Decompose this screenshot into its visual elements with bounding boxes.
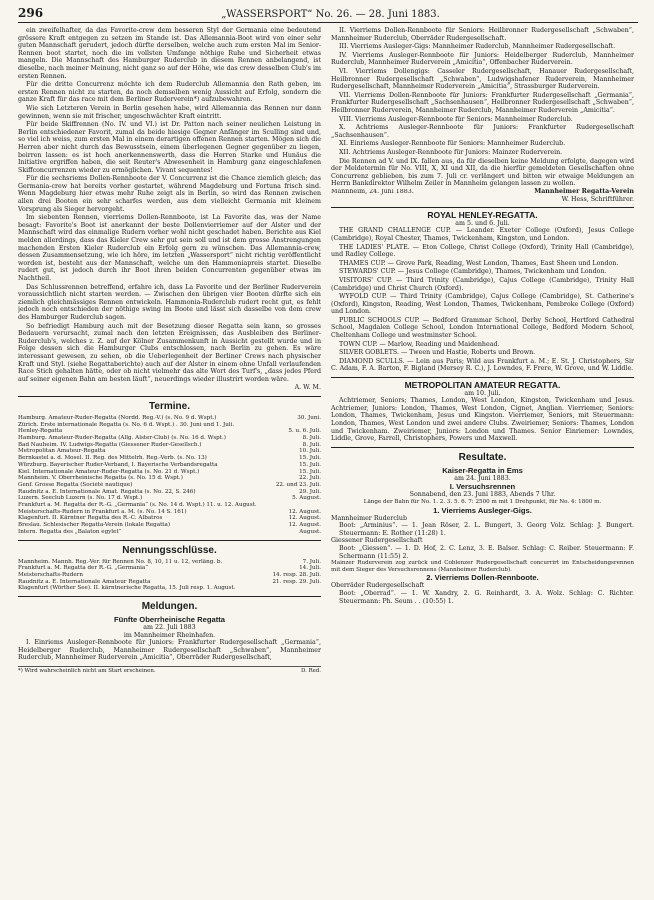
termin-row-text: Genf. Grosse Regatta (Société nautique)	[18, 481, 133, 488]
meldungen-item: I. Einriems Ausleger-Rennboote für Juniors: Frankfurter Rudergesellschaft „Germania“, Heidelberger Ruderclub, Mannheimer Rudergesellschaft „Schwaben“, Mannheimer Ruderclub, Mannheimer Ruderverein „Amicitia“, Oberräder Rudergesellschaft,	[18, 639, 321, 662]
footnote	[18, 666, 321, 676]
termin-row-date	[317, 502, 321, 509]
termin-row	[18, 435, 321, 442]
metro-text: Achtriemer, Seniors; Thames, London, West London, Kingston, Twickenham und Jesus. Achtriemer, Juniors: London, Thames, West London, Cignet, Anglian. Vierriemer, Seniors: London, Thames, Twickenham, Jesus und Kingston. Vierriemer, Seniors, mit Steuermann: London, Thames, West London und zwei andere Clubs. Zweiriemer, Seniors: Thames, London und Twickenham. Zweiriemer, Juniors: London und Thames. Senior Einriemer: Lowndes, Liddle, Grove, Farrell, Christophers, Powers und Maxwell.	[331, 397, 634, 443]
termin-row-date: 5. u. 6. Juli.	[288, 428, 321, 435]
right-column	[331, 27, 634, 895]
termin-row-text: Meisterschafts-Rudern in Frankfurt a. M. (s. No. 14 S. 161)	[18, 508, 187, 515]
article-body	[18, 27, 321, 383]
race-entry: X. Achtriems Ausleger-Rennboote für Juniors: Frankfurter Rudergesellschaft „Sachsenhausen“.	[331, 124, 634, 139]
race-entry: IV. Vierriems Ausleger-Rennboote für Juniors: Heidelberger Ruderclub, Mannheimer Ruderclub, Mannheimer Ruderverein „Amicitia“, Offenbacher Ruderverein.	[331, 51, 634, 67]
termine-list	[18, 415, 321, 536]
race-note: Mainzer Ruderverein zog zurück und Coblenzer Rudergesellschaft concurrirt im Entscheidungsrennen mit dem Sieger des Versuchsrennens (Mannheimer Ruderclub).	[331, 560, 634, 573]
page-header-title: „WASSERSPORT“ No. 26. — 28. Juni 1883.	[221, 9, 440, 20]
termin-row	[18, 522, 321, 529]
termin-row	[18, 469, 321, 476]
henley-entry: TOWN CUP. — Marlow, Reading und Maidenhead.	[339, 340, 500, 348]
termin-row-text: Klagenfurt. II. Kärntner Regatta des R.-C. Albatros	[18, 515, 163, 522]
termin-row-text: Breslau. Schlesischer Regatta-Verein (lokale Regatta)	[18, 522, 171, 529]
article-paragraph: Für die sechsriems Dollen-Rennboote der V. Concurrenz ist die Chance ziemlich gleich; das Germania-crew hat bereits vorher gestartet, während Magdeburg und Fortuna frisch sind. Wenn Magdeburg hier etwas mehr Ruhe zeigt als in Berlin, so wird das Rennen zwischen allen drei Booten ein sehr scharfes werden, aus dem vielleicht Germania mit kleinem Vorsprung als Sieger hervorgeht.	[18, 175, 321, 213]
divider	[331, 207, 634, 208]
termin-row	[18, 515, 321, 522]
termin-row-date: 15. Juli.	[299, 455, 321, 462]
race-boat: Boot: „Oberrad“. — 1. W. Xandry, 2. G. Reinhardt, 3. A. Wolz. Schlag: C. Richter. Steuermann: Ph. Seum . . (10:55) 1.	[339, 589, 634, 605]
termin-row-text: Bernkastel a. d. Mosel. II. Reg. des Mittelrh. Reg.-Verb. (s. No. 13)	[18, 455, 207, 462]
race-entry: III. Vierriems Ausleger-Gigs: Mannheimer Ruderclub, Mannheimer Rudergesellschaft.	[339, 43, 616, 51]
henley-entry: PUBLIC SCHOOLS CUP. — Bedford Grammar School, Derby School, Hertford Cathedral School, Magdalen College School, London International College, Bedford Modern School, Cheltenham College und westminster School.	[331, 316, 634, 340]
results-subheading: Kaiser-Regatta in Ems	[442, 465, 523, 475]
termin-row	[18, 415, 321, 422]
nennung-row-date: 14. Juli.	[299, 565, 321, 572]
termin-row-date: 12. August.	[288, 515, 321, 522]
termin-row	[18, 428, 321, 435]
place-date: Mannheim, 24. Juni 1883.	[331, 188, 414, 195]
nennung-row-date: 7. Juli.	[302, 558, 321, 565]
termin-row-text: Raudnitz a. E. Internationale Amat. Regatta (s. No. 22, S. 246)	[18, 488, 196, 495]
nennung-row-text: Klagenfurt (Wörther See). II. kärntnerische Regatta, 15. Juli resp. 1. August.	[18, 585, 236, 592]
termin-row-date: 10. Juli.	[299, 448, 321, 455]
termin-row-date: 22. Juli.	[299, 475, 321, 482]
termin-row	[18, 509, 321, 516]
termin-row-date: 8. Juli.	[302, 441, 321, 448]
termin-row-date	[317, 422, 321, 429]
race-entry: VII. Vierriems Dollen-Rennboote für Juniors: Frankfurter Rudergesellschaft „Germania“, Frankfurter Rudergesellschaft „Sachsenhausen“, Heilbronner Rudergesellschaft „Schwaben“, Heilbronner Ruderverein, Mannheimer Ruderclub, Mannheimer Ruderverein „Amicitia“.	[331, 91, 634, 114]
henley-entry: VISITORS' CUP. — Third Trinity (Cambridge), Cajus College (Cambridge), Trinity Hall (Cambridge) und Christ Church (Oxford).	[331, 276, 634, 292]
nennung-row-date: 14. resp. 28. Juli.	[272, 571, 321, 578]
page-number: 296	[18, 6, 44, 20]
nennung-list	[18, 559, 321, 593]
article-signature: A. W. M.	[294, 384, 321, 392]
article-paragraph: Das Schlussrennen betreffend, erfahre ich, dass La Favorite und der Berliner Ruderverein voraussichtlich nicht starten werden. — Zwischen den übrigen vier Booten dürfte sich ein ziemlich gleichmässiges Rennen entwickeln. Hammonia-Ruderclub rudert recht gut, es fehlt jedoch noch entschieden der nöthige swing im Boote und lässt sich dasselbe von dem crew des Hamburger Ruderclub sagen.	[18, 283, 321, 321]
termin-row	[18, 442, 321, 449]
termin-row-text: Zürich. Erste internationale Regatta (s. No. 6 d. Wspt.) . 30. Juni und 1. Juli.	[18, 421, 235, 428]
race-boat: Boot: „Arminius“. — 1. Jean Röser, 2. L. Bungert, 3. Georg Volz. Schlag: J. Bungert. Steuermann: E. Rother (11:28) 1.	[339, 522, 634, 537]
article-paragraph: Für beide Skiffrennen (No. IV. und VI.) ist Dr. Patton nach seiner neulichen Leistung in Berlin entschiedener Favorit, zumal da beide hiesige Gegner Anfänger im Sculling sind und, so viel ich weiss, zum ersten Mal in einem derartigen offenen Rennen starten. Mögen sich die Herren aber nicht durch das Bewusstsein, einem überlegenen Gegner gegenüber zu liegen, beirren lassen: es ist hoch anerkennenswerth, dass die Herren Starke und Hunäus die Initiative ergriffen haben, die seit Reuter's Abwesenheit in Hamburg ganz eingeschlafenen Skiffconcurrenzen wieder zu ermöglichen. Vivant sequentes!	[18, 121, 321, 174]
termin-row-text: Intern. Regatta des „Balaton egylet“	[18, 528, 122, 535]
termin-row-date: 12. August.	[288, 522, 321, 529]
henley-entry: SILVER GOBLETS. — Tween und Hastie, Roberts und Brown.	[339, 349, 536, 357]
organisation-person: W. Hess, Schriftführer.	[561, 195, 634, 203]
article-paragraph: Wie sich Letzteren Verein in Berlin gesehen habe, wird Allemannia das Rennen nur dann gewinnen, wenn sie mit frischer, ungeschwächter Kraft eintritt.	[18, 104, 321, 120]
results-section: I. Versuchsrennen	[449, 482, 516, 492]
results-time: Sonnabend, den 23. Juni 1883, Abends 7 Uhr.	[409, 491, 556, 499]
termin-row-text: Hamburg. Amateur-Ruder-Regatta (Allg. Alster-Club) (s. No. 16 d. Wspt.)	[18, 435, 226, 442]
signature-row	[331, 189, 634, 196]
henley-date: am 5. und 6. Juli.	[455, 219, 510, 227]
divider	[18, 596, 321, 597]
race-title: 1. Vierriems Ausleger-Gigs.	[433, 505, 532, 515]
divider	[331, 447, 634, 448]
race-entry: XII. Achtriems Ausleger-Rennboote für Juniors: Mainzer Ruderverein.	[339, 148, 563, 156]
termin-row	[18, 455, 321, 462]
termin-row-text: Mannheim. V. Oberrheinische Regatta (s. No. 15 d. Wspt.)	[18, 475, 183, 482]
termin-row-text: Henley-Regatta	[18, 428, 63, 435]
results-date: am 24. Juni 1883.	[454, 474, 511, 482]
columns	[18, 27, 638, 895]
termin-row	[18, 495, 321, 502]
page-header	[18, 6, 638, 23]
termin-row	[18, 462, 321, 469]
metro-date: am 10. Juli.	[464, 389, 501, 397]
henley-heading: ROYAL HENLEY-REGATTA.	[427, 210, 538, 221]
meldungen-place: im Mannheimer Rheinhafen.	[123, 631, 216, 639]
race-entry: VIII. Vierriems Ausleger-Rennboote für Seniors: Mannheimer Ruderclub.	[339, 115, 573, 123]
nennung-row-date	[317, 585, 321, 592]
termin-row-date: 30. Juni.	[297, 414, 321, 421]
termin-row	[18, 422, 321, 429]
race-boat: Boot: „Giessen“. — 1. D. Hof, 2. C. Lenz, 3. E. Balser. Schlag: C. Reiber. Steuermann: F. Schermann (11:55) 2.	[339, 544, 634, 560]
termine-heading: Termine.	[149, 400, 190, 412]
meldungen-note: Die Rennen ad V. und IX. fallen aus, da für dieselben keine Meldung erfolgte, dagegen wird der Meldetermin für No. VIII, X, XI und XII, da die hierfür gemeldeten Gesellschaften ohne Concurrenz geblieben, bis zum 7. Juli cr. verlängert und bitten wir etwaige Meldungen an Herrn Bankdirektor Wilhelm Zeiler in Mannheim gelangen lassen zu wollen.	[331, 157, 634, 188]
nennung-row	[18, 579, 321, 586]
nennung-row	[18, 572, 321, 579]
nennung-row-text: Mannheim. Mannh. Reg.-Ver. für Rennen No. 8, 10, 11 u. 12, verläng. b.	[18, 558, 223, 565]
termin-row-text: Würzburg. Bayerischer Ruder-Verband, I. Bayerische Verbandsregatta	[18, 461, 218, 468]
termin-row-date: 15. Juli.	[299, 461, 321, 468]
termin-row	[18, 448, 321, 455]
meldungen-subheading: Fünfte Oberrheinische Regatta	[114, 615, 225, 625]
nennung-row-text: Raudnitz a. E. Internationale Amateur Regatta	[18, 578, 151, 585]
termin-row-date: 5. August.	[292, 495, 321, 502]
race-club: Mannheimer Ruderclub	[331, 514, 408, 522]
termin-row-date: 15. Juli.	[299, 468, 321, 475]
termin-row	[18, 482, 321, 489]
article-paragraph: So befriedigt Hamburg auch mit der Besetzung dieser Regatta sein kann, so grosses Bedauern verursacht, zumal nach den letzten Ereignissen, das Ausbleiben des Berliner-Ruderclub's, welches z. Z. auf der Kölner Zusammenkunft in Aussicht gestellt wurde und in Folge dessen sich die Hamburger Clubs entschlossen, nach Berlin zu gehen. Es wäre interessant gewesen, zu sehen, ob die Ueberlegenheit der Berliner Crews nach physischer Kraft und Styl. (siehe Regattaberichte) auch auf der Alster in einem ohne Unfall verlaufenden Race Stich gehalten hätte, oder ob nicht vielmehr das alte Wort des Turf's, „dass jedes Pferd auf seiner eigenen Bahn am besten läuft“, neuerdings wieder illustrirt worden wäre.	[18, 322, 321, 383]
termin-row-date: 12. August.	[288, 508, 321, 515]
nennung-row-date: 21. resp. 29. Juli.	[272, 578, 321, 585]
henley-entry: THE GRAND CHALLENGE CUP. — Leander. Exeter College (Oxford), Jesus College (Cambridge), Royal Chester, Thames, Twickenham, Kingston, und London.	[331, 227, 634, 242]
race-club: Oberräder Rudergesellschaft	[331, 582, 425, 590]
termin-row-date: August.	[299, 528, 321, 535]
meldungen-heading: Meldungen.	[141, 601, 198, 613]
meldungen-date: am 22. Juli 1883	[143, 624, 196, 632]
left-column	[18, 27, 321, 895]
henley-entry: WYFOLD CUP. — Third Trinity (Cambridge), Cajus College (Cambridge), St. Catherine's (Oxford), Kingston, Reading, West London, Thames, Twickenham, Pembroke College (Oxford) und London.	[331, 293, 634, 316]
article-paragraph: Für die dritte Concurrenz möchte ich dem Ruderclub Allemannia den Rath geben, im ersten Rennen nicht zu starten, da noch demselben wenig Aussicht auf Erfolg, sondern die ganze Kraft für das race mit dem Berliner Ruderverein*) aufzubewahren.	[18, 81, 321, 104]
henley-entry: THE LADIES' PLATE. — Eton College, Christ College (Oxford), Trinity Hall (Cambridge), und Radley College.	[331, 243, 634, 259]
race-entry: VI. Vierriems Dollengigs: Casseler Rudergesellschaft, Hanauer Rudergesellschaft, Heilbronner Rudergesellschaft „Schwaben“, Ludwigshafener Ruderverein, Mannheimer Rudergesellschaft, Mannheimer Ruderverein „Amicitia“, Strassburger Ruderverein.	[331, 67, 634, 91]
nennung-heading: Nennungsschlüsse.	[122, 544, 217, 556]
termin-row	[18, 529, 321, 536]
termin-row-date: 29. Juli.	[299, 488, 321, 495]
metro-heading: METROPOLITAN AMATEUR REGATTA.	[404, 380, 561, 391]
termin-row-date: 22. und 23. Juli.	[275, 481, 321, 488]
nennung-row	[18, 585, 321, 592]
organisation: Mannheimer Regatta-Verein	[534, 187, 634, 195]
termin-row-text: Hamburg. Amateur-Ruder-Regatta (Nordd. Reg.-V.) (s. No. 9 d. Wspt.)	[18, 414, 217, 421]
nennung-row	[18, 565, 321, 572]
race-title: 2. Vierriems Dollen-Rennboote.	[426, 573, 539, 583]
termin-row-text: Kiel. Internationale Amateur-Ruder-Regatta (s. No. 21 d. Wspt.)	[18, 468, 200, 475]
nennung-row-text: Meisterschafts-Rudern	[18, 571, 83, 578]
results-heading: Resultate.	[458, 451, 507, 463]
termin-row	[18, 502, 321, 509]
termin-row	[18, 489, 321, 496]
race-entry: II. Vierriems Dollen-Rennboote für Seniors: Heilbronner Rudergesellschaft „Schwaben“, Mannheimer Ruderclub, Oberräder Rudergesellschaft.	[331, 27, 634, 42]
results-course: Länge der Bahn für No. 1. 2. 3. 5. 6. 7: 2500 m mit 1 Drehpunkt, für No. 4: 1800 m.	[363, 498, 602, 505]
henley-entry: DIAMOND SCULLS. — Lein aus Paris; Wild aus Frankfurt a. M.; E. St. J. Christophers, Sir C. Adam, F. A. Barton, F. Bigland (Mersey R. C.), J. Lowndes, F. Frere, W. Grove, und W. Liddle.	[331, 357, 634, 373]
henley-entry: THAMES CUP. — Grove Park, Reading, West London, Thames, East Sheen und London.	[339, 259, 619, 267]
article-paragraph: ein zweifelhafter, da das Favorite-crew dem besseren Styl der Germania eine bedeutend grössere Kraft entgegen zu setzen im Stande ist. Das Allemannia-Boot wird von einer sehr guten Mannschaft gerudert, jedoch dürfte derselben, welche auch zum ersten Mal im Senior-Rennen boot startet, noch die im vollsten Umfange nöthige Ruhe und Sicherheit etwas mangeln. Die Mannschaft des Hamburger Ruderclub in diesem Rennen anbelangend, ist dieselbe, nach meiner Meinung, nicht ganz so auf der Höhe, wie das crew desselben Club's im ersten Rennen.	[18, 27, 321, 80]
divider	[18, 396, 321, 397]
nennung-row	[18, 559, 321, 566]
divider	[18, 540, 321, 541]
footnote-editor: D. Red.	[301, 668, 321, 675]
termin-row-text: Luzern. Seeclub Luzern (s. No. 17 d. Wspt.)	[18, 495, 143, 502]
termin-row-date: 8. Juli.	[302, 435, 321, 442]
henley-list	[331, 227, 634, 373]
race-entry: XI. Einriems Ausleger-Rennboote für Seniors: Mannheimer Ruderclub.	[339, 140, 566, 148]
termin-row-text: Frankfurt a. M. Regatta der R.-G. „Germania“ (s. No. 14 d. Wspt.) 11. u. 12. August.	[18, 502, 257, 509]
race-club: Giessener Rudergesellschaft	[331, 537, 423, 545]
article-paragraph: Im siebenten Rennen, vierriems Dollen-Rennboote, ist La Favorite das, was der Name besagt: Favorite's Boot ist anerkannt der beste Dollenvierriemer auf der Alster und der Mannschaft wird das einmalige Rudern vorher wohl nicht geschadet haben. Berichte aus Kiel melden allerdings, dass das Kieler Crew sehr gut sein soll und ist dem grosse Anstrengungen machenden Ersten Kieler Ruderclub ein Erfolg gern zu wünschen. Das Allemannia-crew, dessen Zusammensetzung, wie ich höre, im letzten „Wassersport“ nicht richtig veröffentlicht worden ist, besteht aus der Mannschaft, welche um den Hammoniapreis startet. Dieselbe rudert gut, ist jedoch durch ihr Boot ihren beiden Concurrenten gegenüber etwas im Nachtheil.	[18, 214, 321, 282]
divider	[331, 377, 634, 378]
termin-row-text: Metropolitan Amateur-Regatta	[18, 448, 106, 455]
nennung-row-text: Frankfurt a. M. Regatta der R.-G. „Germania“	[18, 565, 149, 572]
termin-row-text: Bad Nauheim. IV. Ludwigs-Regatta (Giessener Ruder-Gesellsch.)	[18, 441, 202, 448]
henley-entry: STEWARDS' CUP. — Jesus College (Cambridge), Thames, Twickenham und London.	[339, 268, 607, 276]
footnote-text: *) Wird wahrscheinlich nicht am Start erscheinen.	[18, 668, 156, 675]
termin-row	[18, 475, 321, 482]
